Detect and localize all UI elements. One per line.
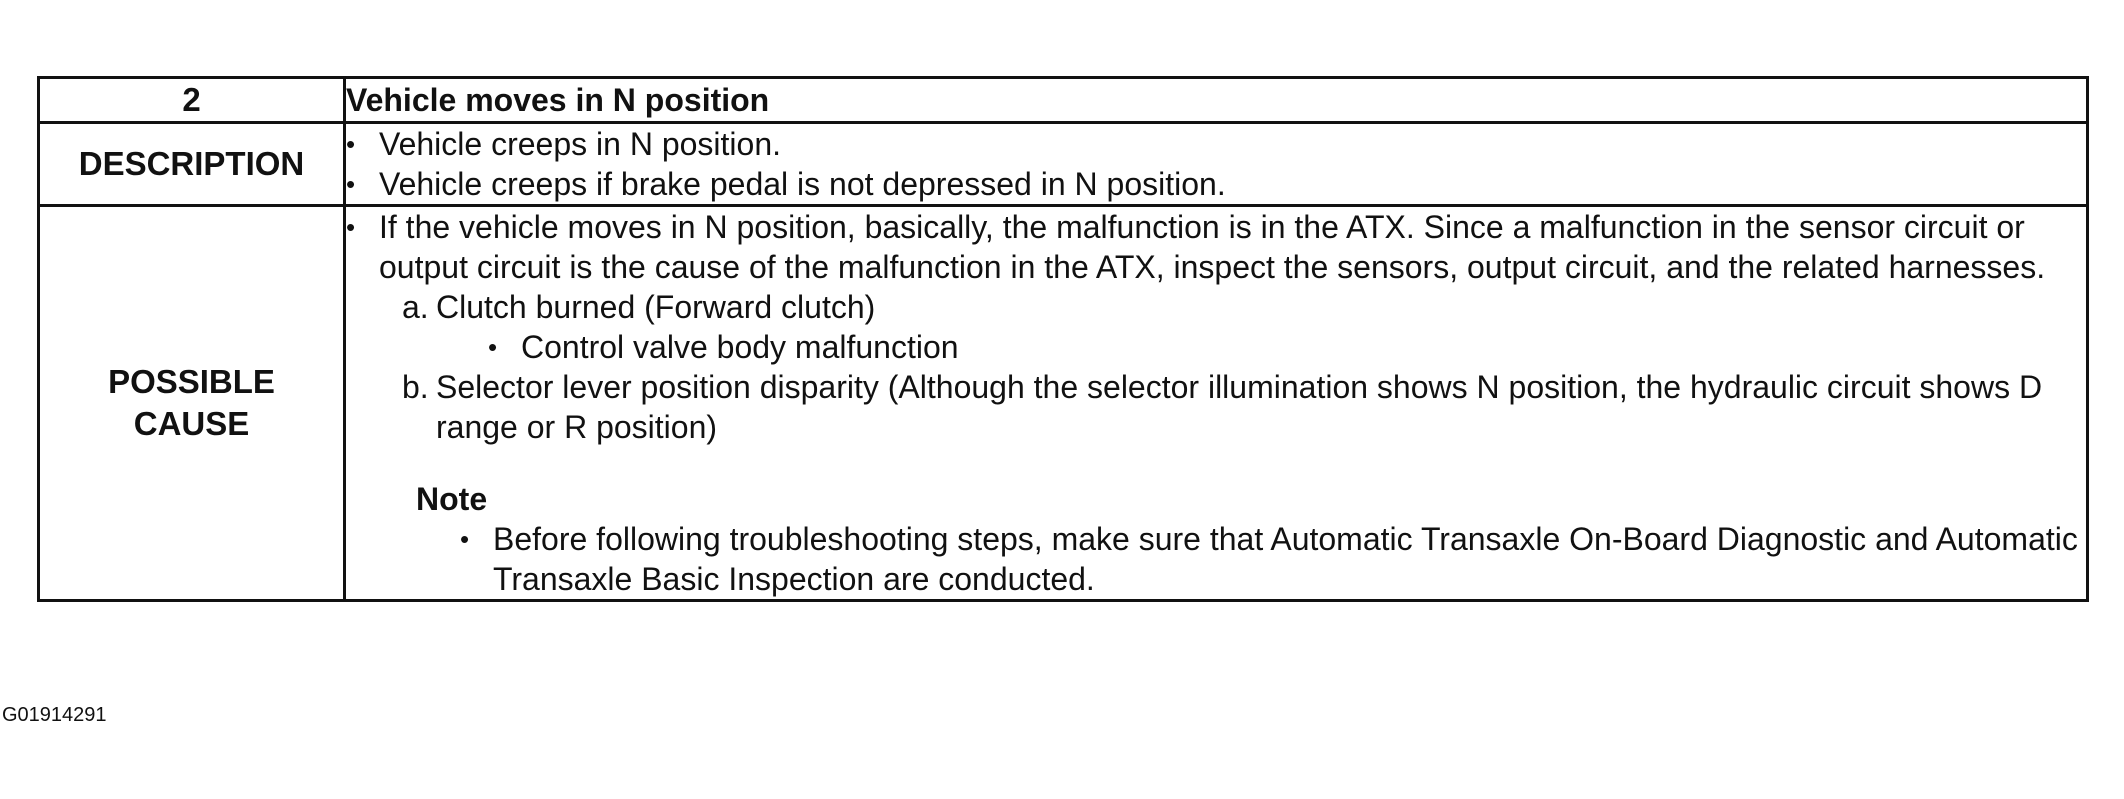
note-block [416, 479, 2086, 599]
cause-item-a [402, 287, 2086, 327]
bullet-icon: • [488, 332, 498, 362]
note-item [460, 519, 2086, 599]
description-label: DESCRIPTION [39, 123, 345, 206]
cause-text: Selector lever position disparity (Although the selector illumination shows N position, the hydraulic circuit shows D range or R position) [436, 369, 2043, 445]
note-heading: Note [416, 481, 488, 517]
bullet-icon: • [346, 169, 356, 199]
bullet-icon: • [460, 524, 470, 554]
cause-intro-text: If the vehicle moves in N position, basically, the malfunction is in the ATX. Since a malfunction in the sensor circuit or output circuit is the cause of the malfunction in the ATX, inspect the sensors, output circuit, and the related harnesses. [379, 209, 2046, 285]
symptom-title: Vehicle moves in N position [345, 78, 2088, 123]
figure-id: G01914291 [2, 704, 107, 726]
description-row [39, 123, 2088, 206]
cause-text: Clutch burned (Forward clutch) [436, 289, 876, 325]
troubleshooting-table [37, 76, 2089, 602]
description-item [346, 124, 2086, 164]
description-content [345, 123, 2088, 206]
bullet-icon: • [346, 212, 356, 242]
cause-letter: a. [402, 289, 429, 325]
possible-cause-content [345, 206, 2088, 601]
cause-sub-item-text: Control valve body malfunction [521, 329, 959, 365]
cause-sub-item [488, 327, 2086, 367]
header-row [39, 78, 2088, 123]
description-item-text: Vehicle creeps in N position. [379, 126, 781, 162]
cause-letter: b. [402, 369, 429, 405]
bullet-icon: • [346, 129, 356, 159]
description-item [346, 164, 2086, 204]
possible-cause-row [39, 206, 2088, 601]
possible-cause-label-line1: POSSIBLE [108, 363, 275, 400]
description-item-text: Vehicle creeps if brake pedal is not depressed in N position. [379, 166, 1226, 202]
note-item-text: Before following troubleshooting steps, make sure that Automatic Transaxle On-Board Diagnostic and Automatic Transaxle Basic Inspection are conducted. [493, 521, 2078, 597]
possible-cause-label [39, 206, 345, 601]
cause-item-b [402, 367, 2086, 447]
cause-list [402, 287, 2086, 447]
possible-cause-label-line2: CAUSE [133, 405, 250, 442]
cause-intro [346, 207, 2086, 287]
step-number: 2 [39, 78, 345, 123]
